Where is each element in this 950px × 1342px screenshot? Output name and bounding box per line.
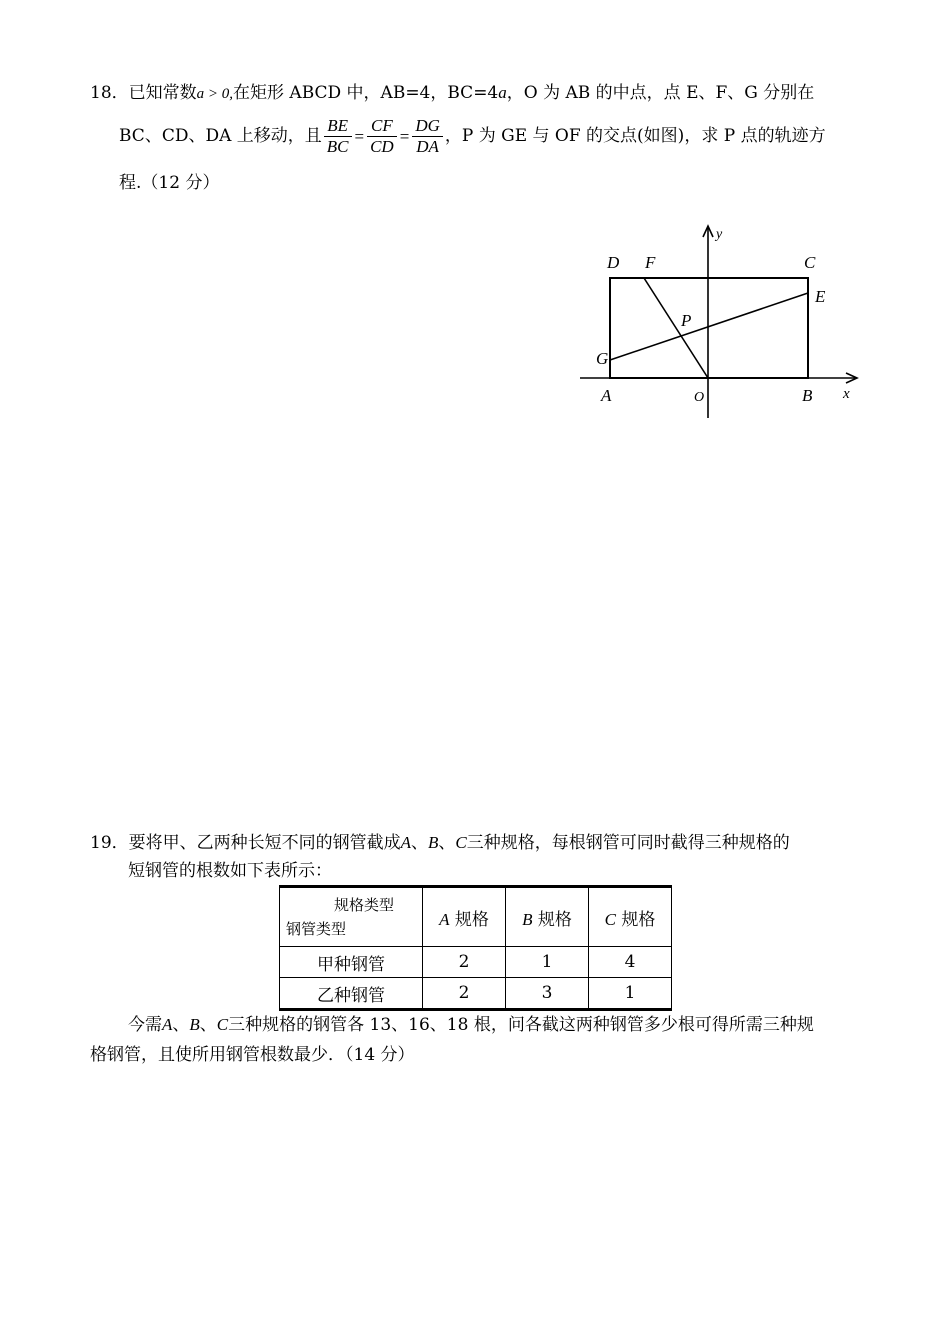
q18-a-symbol: a [498,83,507,102]
col-text: 规格 [454,909,489,930]
table-cell: 4 [589,947,672,978]
separator: 、 [172,1015,190,1035]
table-col-header-a [423,887,506,947]
q19-line-2: 短钢管的根数如下表所示： [128,861,332,881]
spec-a: A [400,833,412,852]
fraction-numerator: BE [327,116,349,135]
q18-text-2: 在矩形 ABCD 中，AB=4，BC=4 [233,83,499,103]
fraction-denominator: BC [324,136,352,157]
q19-after-line-1 [128,1014,814,1036]
label-g: G [596,349,609,368]
separator: 、 [411,833,429,853]
col-letter: B [522,909,533,929]
col-text: 规格 [537,909,572,930]
fraction-denominator: CD [367,136,397,157]
pipe-spec-table [279,885,672,1011]
fraction-cf-cd [367,116,397,157]
fraction-numerator: CF [371,116,393,135]
q19-number: 19． [90,833,129,853]
label-b: B [802,386,813,405]
q19-after-line-2: 格钢管，且使所用钢管根数最少．（14 分） [90,1045,415,1065]
label-a: A [601,386,612,405]
row-name: 乙种钢管 [280,978,423,1010]
fraction-denominator: DA [412,136,443,157]
row-name: 甲种钢管 [280,947,423,978]
table-row [280,978,672,1010]
label-f: F [645,253,656,272]
q19-after-prefix: 今需 [128,1015,162,1035]
spec-c: C [455,833,467,852]
label-d: D [607,253,620,272]
label-x: x [843,386,850,402]
label-o: O [694,390,705,405]
table-header-row [280,887,672,947]
segment-ge [610,293,808,360]
col-letter: C [604,909,616,929]
q18-text-3: ，O 为 AB 的中点，点 E、F、G 分别在 [506,83,815,103]
separator: 、 [438,833,456,853]
rectangle-abcd [610,278,808,378]
segment-of [644,278,708,378]
label-c: C [804,253,816,272]
table-cell: 2 [423,947,506,978]
fraction-dg-da [412,116,443,157]
corner-top-label: 规格类型 [333,896,394,914]
q18-line-2 [119,114,826,159]
equals-sign: = [354,126,365,146]
q19-line-1 [90,832,790,854]
q18-number: 18． [90,83,129,103]
q18-line2-suffix: ，P 为 GE 与 OF 的交点(如图)，求 P 点的轨迹方 [444,126,826,146]
spec-a: A [162,1015,173,1034]
table-col-header-b [506,887,589,947]
table-cell: 3 [506,978,589,1010]
equals-sign: = [399,126,410,146]
table-cell: 1 [589,978,672,1010]
fraction-be-bc [324,116,352,157]
col-letter: A [439,909,450,929]
q19-text-1-suffix: 三种规格，每根钢管可同时截得三种规格的 [466,833,790,853]
label-p: P [681,311,692,330]
spec-b: B [428,833,439,852]
spec-c: C [216,1015,229,1034]
spec-b: B [189,1015,200,1034]
rectangle-figure [570,220,870,425]
table-col-header-c [589,887,672,947]
table-row [280,947,672,978]
fraction-numerator: DG [415,116,440,135]
label-y: y [716,227,723,242]
q19-after-suffix: 三种规格的钢管各 13、16、18 根，问各截这两种钢管多少根可得所需三种规 [228,1015,814,1035]
table-cell: 2 [423,978,506,1010]
table-corner-cell [280,887,423,947]
q18-line-1 [90,82,814,105]
separator: 、 [199,1015,217,1035]
q18-line-3: 程.（12 分） [119,173,220,193]
col-text: 规格 [621,909,656,930]
q18-text-1: 已知常数 [128,83,197,103]
table-cell: 1 [506,947,589,978]
q18-condition: a > 0, [196,86,234,102]
q19-text-1: 要将甲、乙两种长短不同的钢管截成 [128,833,401,853]
q18-line2-prefix: BC、CD、DA 上移动，且 [119,126,322,146]
label-e: E [815,287,826,306]
corner-bottom-label: 钢管类型 [286,920,347,938]
